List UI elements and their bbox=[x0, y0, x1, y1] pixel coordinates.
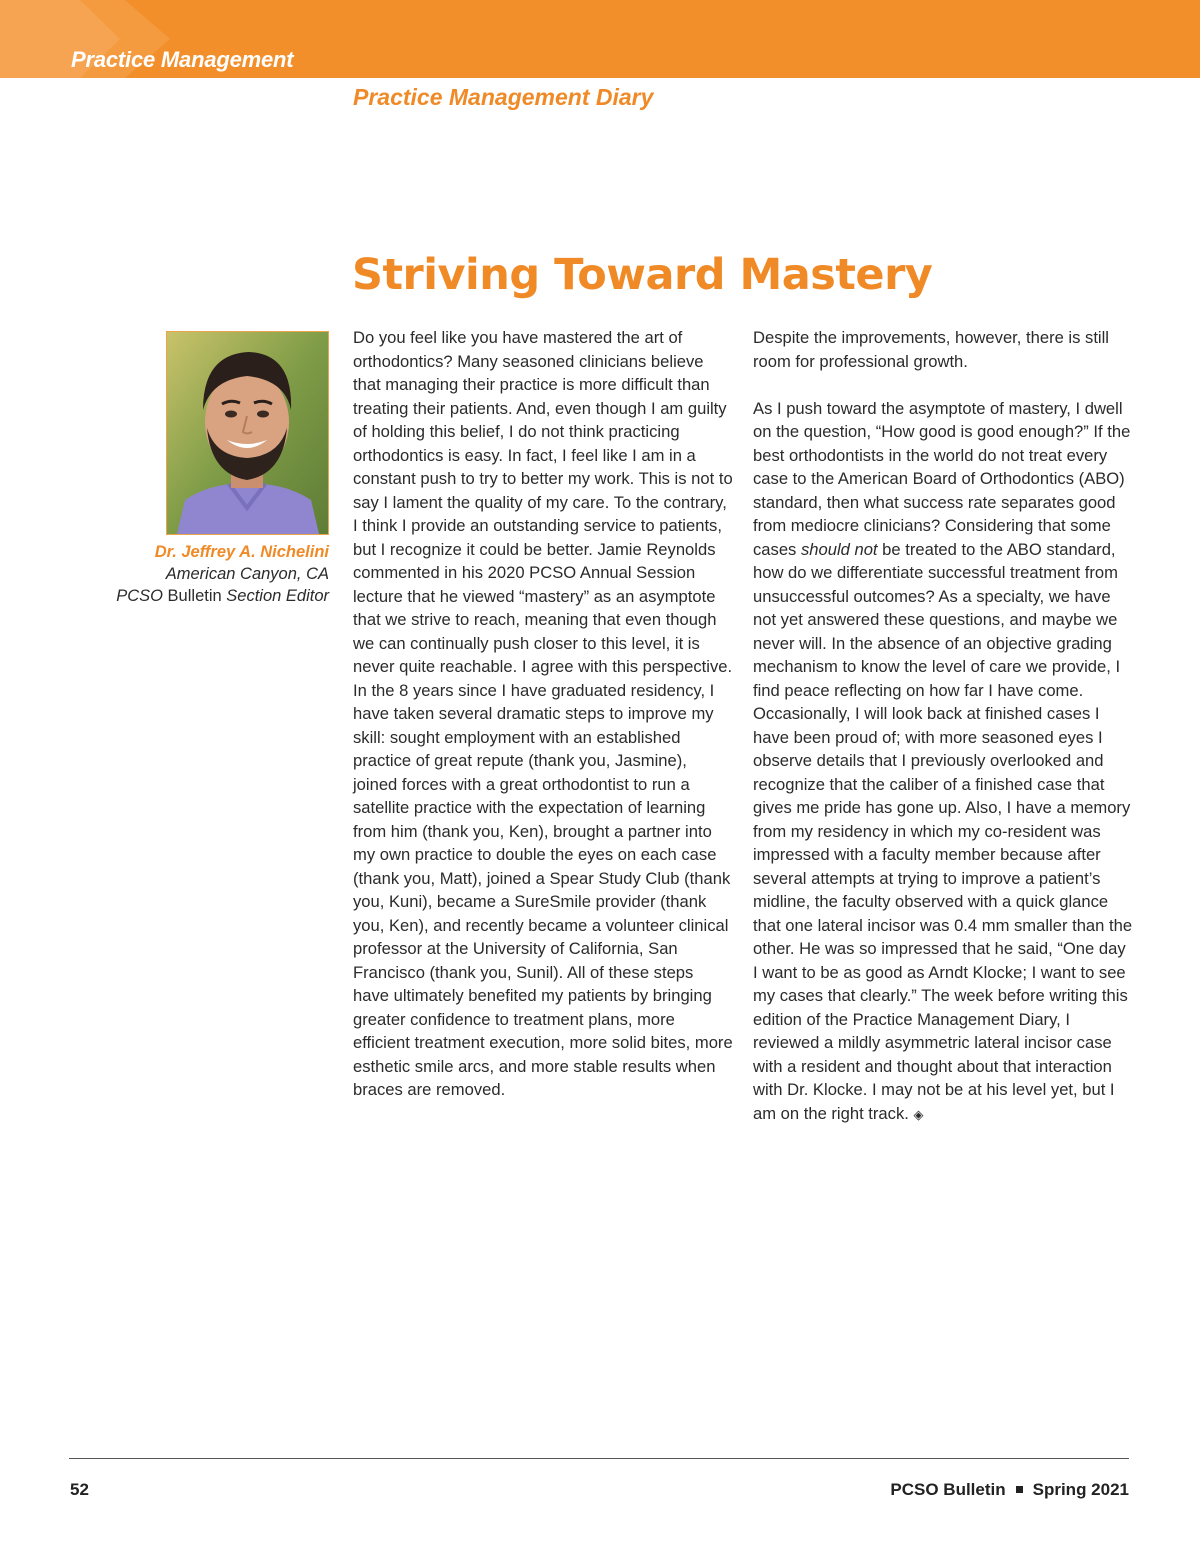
article-column-left bbox=[353, 326, 733, 1102]
footer-publication-info bbox=[890, 1480, 1129, 1500]
section-label: Practice Management bbox=[71, 47, 294, 72]
article-column-right bbox=[753, 326, 1133, 1126]
body-paragraph bbox=[753, 397, 1133, 1127]
body-paragraph: Despite the improvements, however, there is still room for professional growth. bbox=[753, 328, 1109, 371]
author-role-title: Section Editor bbox=[226, 587, 329, 605]
footer-rule bbox=[69, 1458, 1129, 1459]
author-byline bbox=[70, 541, 329, 607]
page-number: 52 bbox=[70, 1480, 89, 1499]
article-title: Striving Toward Mastery bbox=[352, 250, 933, 300]
author-location: American Canyon, CA bbox=[165, 565, 329, 583]
body-text: be treated to the ABO standard, how do we differentiate successful treatment from unsuccessful outcomes? As a specialty, we have not yet answered these questions, and maybe we never will. In the absence of an objective grading mechanism to know the level of care we provide, I find peace reflecting on how far I have come. Occasionally, I will look back at finished cases I have been proud of; with more seasoned eyes I observe details that I previously overlooked and recognize that the caliber of a finished case that gives me pride has gone up. Also, I have a memory from my residency in which my co-resident was impressed with a faculty member because after several attempts at trying to improve a patient’s midline, the faculty observed with a quick glance that one lateral incisor was 0.4 mm smaller than the other. He was so impressed that he said, “One day I want to be as good as Arndt Klocke; I want to see my cases that clearly.” The week before writing this edition of the Practice Management Diary, I reviewed a mildly asymmetric lateral incisor case with a resident and thought about that interaction with Dr. Klocke. I may not be at his level yet, but I am on the right track. bbox=[753, 539, 1133, 1123]
author-role-bulletin: Bulletin bbox=[162, 587, 227, 605]
author-name: Dr. Jeffrey A. Nichelini bbox=[154, 543, 329, 561]
issue-date: Spring 2021 bbox=[1032, 1480, 1129, 1499]
header-band bbox=[0, 0, 1200, 78]
publication-name: PCSO Bulletin bbox=[890, 1480, 1006, 1499]
author-role bbox=[70, 585, 329, 607]
end-mark-icon: ◈ bbox=[913, 1106, 924, 1122]
author-photo bbox=[166, 331, 329, 535]
author-role-publication: PCSO bbox=[116, 587, 163, 605]
square-bullet-icon bbox=[1016, 1486, 1023, 1493]
body-text: As I push toward the asymptote of mastery, I dwell on the question, “How good is good enough?” If the best orthodontists in the world do not treat every case to the American Board of Orthodontics (ABO) standard, then what success rate separates good from mediocre clinicians? Considering that some cases bbox=[753, 398, 1131, 559]
series-title: Practice Management Diary bbox=[353, 84, 654, 110]
body-emphasis: should not bbox=[800, 539, 878, 559]
body-paragraph: Do you feel like you have mastered the art of orthodontics? Many seasoned clinicians believe that managing their practice is more difficult than treating their patients. And, even though I am guilty of holding this belief, I do not think practicing orthodontics is easy. In fact, I feel like I am in a constant push to try to better my work. This is not to say I lament the quality of my care. To the contrary, I think I provide an outstanding service to patients, but I recognize it could be better. Jamie Reynolds commented in his 2020 PCSO Annual Session lecture that he viewed “mastery” as an asymptote that we strive to reach, meaning that even though we can continually push closer to this level, it is never quite reachable. I agree with this perspective. In the 8 years since I have graduated residency, I have taken several dramatic steps to improve my skill: sought employment with an established practice of great repute (thank you, Jasmine), joined forces with a great orthodontist to run a satellite practice with the expectation of learning from him (thank you, Ken), brought a partner into my own practice to double the eyes on each case (thank you, Matt), joined a Spear Study Club (thank you, Kuni), became a SureSmile provider (thank you, Ken), and recently became a volunteer clinical professor at the University of California, San Francisco (thank you, Sunil). All of these steps have ultimately benefited my patients by bringing greater confidence to treatment plans, more efficient treatment execution, more solid bites, more esthetic smile arcs, and more stable results when braces are removed. bbox=[353, 328, 733, 1099]
